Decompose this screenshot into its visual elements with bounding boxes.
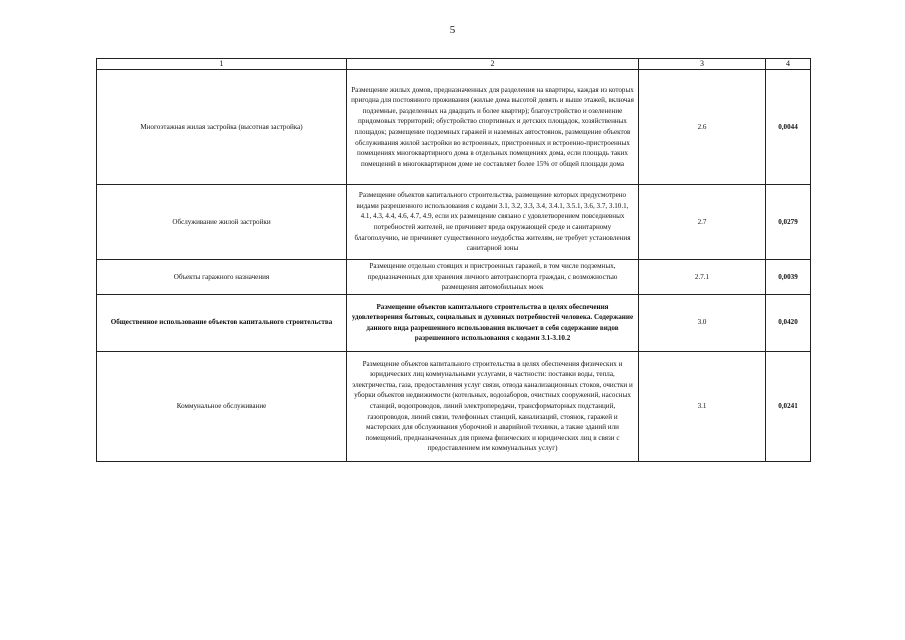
land-use-table (96, 58, 811, 462)
land-use-code: 3.1 (639, 351, 766, 461)
column-header: 3 (639, 59, 766, 70)
table-row (97, 70, 811, 185)
land-use-description: Размещение объектов капитального строительства, размещение которых предусмотрено видами разрешенного использования с кодами 3.1, 3.2, 3.3, 3.4, 3.4.1, 3.5.1, 3.6, 3.7, 3.10.1, 4.1, 4.3, 4.4, 4.6, 4.7, 4.9, если их размещение связано с удовлетворением повседневных потребностей жителей, не причиняет вреда окружающей среде и санитарному благополучию, не причиняет существенного неудобства жителям, не требует установления санитарной зоны (347, 185, 639, 260)
table-row (97, 294, 811, 351)
land-use-name: Коммунальное обслуживание (97, 351, 347, 461)
column-header: 1 (97, 59, 347, 70)
column-header: 2 (347, 59, 639, 70)
coefficient-value: 0,0241 (766, 351, 811, 461)
coefficient-value: 0,0420 (766, 294, 811, 351)
coefficient-value: 0,0039 (766, 260, 811, 295)
land-use-name: Общественное использование объектов капитального строительства (97, 294, 347, 351)
land-use-name: Объекты гаражного назначения (97, 260, 347, 295)
land-use-description: Размещение жилых домов, предназначенных для разделения на квартиры, каждая из которых пригодна для постоянного проживания (жилые дома высотой девять и выше этажей, включая подземные, разделенных на двадцать и более квартир); благоустройство и озеленение придомовых территорий; обустройство спортивных и детских площадок, хозяйственных площадок; размещение подземных гаражей и наземных автостоянок, размещение объектов обслуживания жилой застройки во встроенных, пристроенных и встроенно-пристроенных помещениях многоквартирного дома в отдельных помещениях дома, если площадь таких помещений в многоквартирном доме не составляет более 15% от общей площади дома (347, 70, 639, 185)
land-use-code: 2.7.1 (639, 260, 766, 295)
land-use-code: 2.6 (639, 70, 766, 185)
table-header-row (97, 59, 811, 70)
land-use-code: 3.0 (639, 294, 766, 351)
coefficient-value: 0,0044 (766, 70, 811, 185)
land-use-description: Размещение объектов капитального строительства в целях обеспечения удовлетворения бытовых, социальных и духовных потребностей человека. Содержание данного вида разрешенного использования включает в себя содержание видов разрешенного использования с кодами 3.1-3.10.2 (347, 294, 639, 351)
column-header: 4 (766, 59, 811, 70)
table-row (97, 351, 811, 461)
land-use-name: Многоэтажная жилая застройка (высотная застройка) (97, 70, 347, 185)
page-number: 5 (449, 24, 456, 36)
table-row (97, 185, 811, 260)
land-use-description: Размещение объектов капитального строительства в целях обеспечения физических и юридических лиц коммунальными услугами, в частности: поставки воды, тепла, электричества, газа, предоставления услуг связи, отвода канализационных стоков, очистки и уборки объектов недвижимости (котельных, водозаборов, очистных сооружений, насосных станций, водопроводов, линий электропередачи, трансформаторных подстанций, газопроводов, линий связи, телефонных станций, канализаций, стоянок, гаражей и мастерских для обслуживания уборочной и аварийной техники, а также зданий или помещений, предназначенных для приема физических и юридических лиц в связи с предоставлением им коммунальных услуг) (347, 351, 639, 461)
table-row (97, 260, 811, 295)
land-use-name: Обслуживание жилой застройки (97, 185, 347, 260)
land-use-code: 2.7 (639, 185, 766, 260)
coefficient-value: 0,0279 (766, 185, 811, 260)
land-use-description: Размещение отдельно стоящих и пристроенных гаражей, в том числе подземных, предназначенных для хранения личного автотранспорта граждан, с возможностью размещения автомобильных моек (347, 260, 639, 295)
